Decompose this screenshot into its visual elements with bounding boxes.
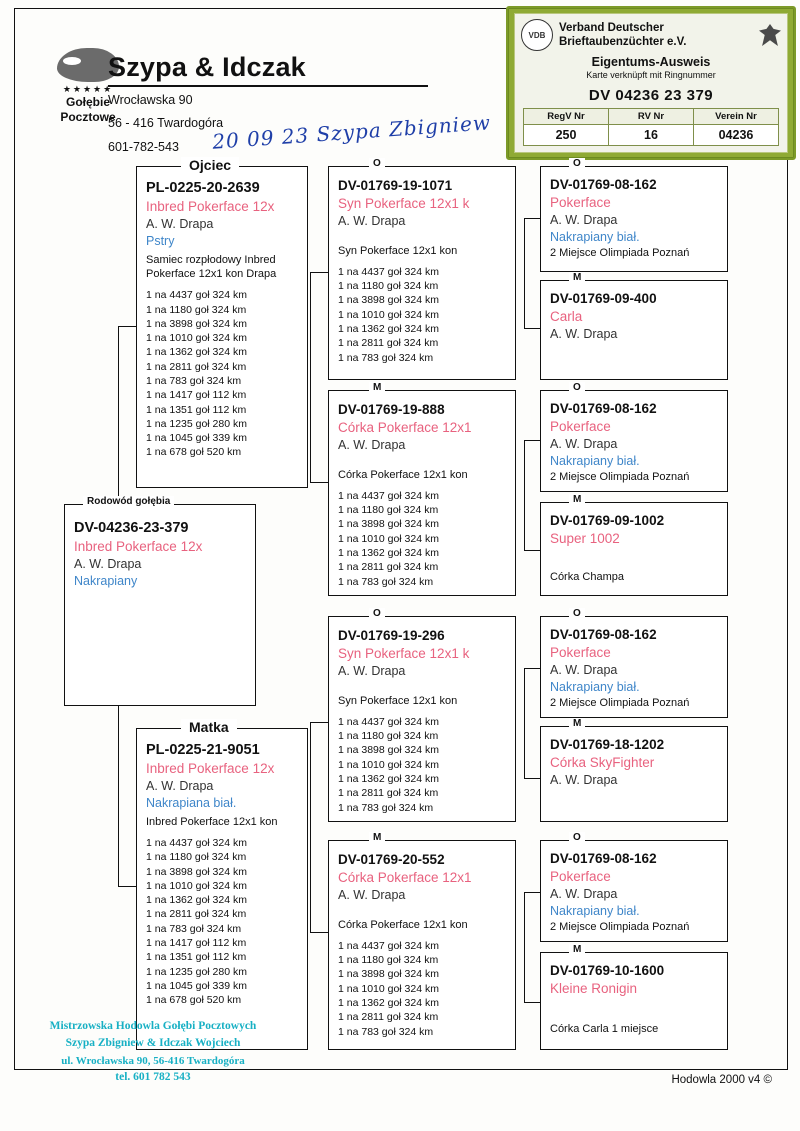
gen2-tag: M — [369, 382, 385, 393]
result-item: 1 na 1180 goł 324 km — [338, 280, 439, 293]
card-header-rv: RV Nr — [609, 108, 694, 124]
result-item: 1 na 1180 goł 324 km — [338, 504, 439, 517]
connector — [524, 218, 525, 328]
gen3-desc: 2 Miejsce Olimpiada Poznań — [550, 470, 690, 483]
association-name-line2: Brieftaubenzüchter e.V. — [559, 36, 687, 48]
software-credit: Hodowla 2000 v4 © — [671, 1074, 772, 1086]
stamp-line1: Mistrzowska Hodowla Gołębi Pocztowych — [49, 1020, 257, 1032]
subject-card[interactable] — [64, 496, 256, 706]
result-item: 1 na 783 goł 324 km — [338, 351, 434, 364]
result-item: 1 na 3898 goł 324 km — [338, 744, 439, 757]
association-seal-icon: VDB — [521, 19, 553, 51]
gen3-ring: DV-01769-09-400 — [550, 291, 657, 306]
great-grandparent-card[interactable] — [540, 944, 728, 1050]
result-item: 1 na 783 goł 324 km — [146, 922, 242, 935]
grandparent-card-paternal-father[interactable] — [328, 158, 516, 380]
result-item: 1 na 1180 goł 324 km — [146, 851, 247, 864]
grandparent-card-paternal-mother[interactable] — [328, 382, 516, 596]
result-item: 1 na 1180 goł 324 km — [338, 954, 439, 967]
father-label: Ojciec — [181, 157, 239, 173]
gen2-name: Córka Pokerface 12x1 — [338, 869, 472, 885]
subject-label: Rodowód gołębia — [83, 496, 174, 507]
gen3-owner: A. W. Drapa — [550, 212, 618, 227]
father-desc-line1: Samiec rozpłodowy Inbred — [146, 253, 276, 266]
gen3-owner: A. W. Drapa — [550, 772, 618, 787]
stars-icon: ★★★★★ — [62, 84, 114, 94]
gen2-tag: O — [369, 608, 385, 619]
result-item: 1 na 4437 goł 324 km — [338, 715, 439, 728]
gen2-owner: A. W. Drapa — [338, 887, 406, 902]
gen3-owner: A. W. Drapa — [550, 662, 618, 677]
father-color: Pstry — [146, 233, 175, 248]
association-name-line1: Verband Deutscher — [559, 21, 664, 34]
result-item: 1 na 1235 goł 280 km — [146, 417, 247, 430]
gen3-name: Pokerface — [550, 418, 611, 434]
connector — [524, 668, 525, 778]
connector — [310, 482, 328, 483]
father-ring: PL-0225-20-2639 — [146, 180, 260, 196]
result-item: 1 na 783 goł 324 km — [338, 1025, 434, 1038]
result-item: 1 na 3898 goł 324 km — [338, 518, 439, 531]
gen3-tag: M — [569, 494, 585, 505]
result-item: 1 na 1045 goł 339 km — [146, 979, 247, 992]
stamp-line2: Szypa Zbigniew & Idczak Wojciech — [65, 1037, 241, 1050]
gen2-results — [338, 265, 506, 365]
subject-color: Nakrapiany — [74, 573, 138, 588]
result-item: 1 na 1010 goł 324 km — [338, 532, 439, 545]
connector — [524, 550, 540, 551]
gen3-name: Córka SkyFighter — [550, 754, 655, 770]
gen3-name: Pokerface — [550, 194, 611, 210]
result-item: 1 na 2811 goł 324 km — [338, 1011, 439, 1024]
result-item: 1 na 1235 goł 280 km — [146, 965, 247, 978]
result-item: 1 na 2811 goł 324 km — [146, 908, 247, 921]
breeder-address-line1: Wrocławska 90 — [108, 93, 193, 107]
result-item: 1 na 1180 goł 324 km — [338, 730, 439, 743]
gen3-name: Super 1002 — [550, 530, 620, 546]
result-item: 1 na 1180 goł 324 km — [146, 303, 247, 316]
result-item: 1 na 678 goł 520 km — [146, 446, 242, 459]
gen3-color: Nakrapiany biał. — [550, 903, 640, 918]
connector — [524, 892, 540, 893]
result-item: 1 na 1351 goł 112 km — [146, 951, 247, 964]
association-name — [559, 21, 755, 50]
result-item: 1 na 1351 goł 112 km — [146, 403, 247, 416]
great-grandparent-card[interactable] — [540, 832, 728, 942]
card-value-rv: 16 — [609, 124, 694, 146]
gen2-name: Syn Pokerface 12x1 k — [338, 195, 470, 211]
father-owner: A. W. Drapa — [146, 217, 214, 232]
connector — [310, 722, 328, 723]
result-item: 1 na 1010 goł 324 km — [146, 332, 247, 345]
connector — [524, 218, 540, 219]
result-item: 1 na 2811 goł 324 km — [146, 360, 247, 373]
gen2-owner: A. W. Drapa — [338, 213, 406, 228]
gen3-tag: M — [569, 944, 585, 955]
gen3-tag: O — [569, 832, 585, 843]
gen3-color: Nakrapiany biał. — [550, 453, 640, 468]
gen3-ring: DV-01769-08-162 — [550, 177, 657, 192]
result-item: 1 na 4437 goł 324 km — [146, 289, 247, 302]
great-grandparent-card[interactable] — [540, 494, 728, 596]
gen3-ring: DV-01769-18-1202 — [550, 737, 665, 752]
result-item: 1 na 783 goł 324 km — [338, 801, 434, 814]
mother-results — [146, 836, 298, 1007]
gen3-name: Pokerface — [550, 868, 611, 884]
connector — [310, 272, 311, 482]
gen2-owner: A. W. Drapa — [338, 663, 406, 678]
result-item: 1 na 2811 goł 324 km — [338, 337, 439, 350]
connector — [524, 778, 540, 779]
result-item: 1 na 4437 goł 324 km — [338, 265, 439, 278]
gen2-results — [338, 489, 506, 589]
gen3-desc: 2 Miejsce Olimpiada Poznań — [550, 696, 690, 709]
father-card[interactable] — [136, 157, 308, 488]
gen3-ring: DV-01769-08-162 — [550, 627, 657, 642]
mother-color: Nakrapiana biał. — [146, 795, 237, 810]
gen3-color: Nakrapiany biał. — [550, 679, 640, 694]
gen3-name: Kleine Ronigin — [550, 980, 638, 996]
result-item: 1 na 3898 goł 324 km — [338, 294, 439, 307]
great-grandparent-card[interactable] — [540, 608, 728, 718]
gen3-owner: A. W. Drapa — [550, 326, 618, 341]
result-item: 1 na 1362 goł 324 km — [338, 773, 439, 785]
card-title: Eigentums-Ausweis — [591, 55, 711, 69]
gen2-tag: O — [369, 158, 385, 169]
grandparent-card-maternal-mother[interactable] — [328, 832, 516, 1050]
gen3-owner: A. W. Drapa — [550, 436, 618, 451]
mother-desc-line1: Inbred Pokerface 12x1 kon — [146, 815, 278, 828]
stamp-line3: ul. Wrocławska 90, 56-416 Twardogóra — [61, 1054, 245, 1067]
handwritten-note: 20 09 23 Szypa Zbigniew — [211, 110, 492, 154]
result-item: 1 na 3898 goł 324 km — [146, 317, 247, 330]
gen3-desc: 2 Miejsce Olimpiada Poznań — [550, 920, 690, 933]
mother-name: Inbred Pokerface 12x — [146, 760, 275, 776]
breeder-address-line2: 56 - 416 Twardogóra — [108, 116, 224, 131]
result-item: 1 na 1362 goł 324 km — [146, 894, 247, 907]
gen3-tag: O — [569, 158, 585, 169]
connector — [524, 1002, 540, 1003]
gen2-ring: DV-01769-20-552 — [338, 852, 445, 867]
father-name: Inbred Pokerface 12x — [146, 198, 275, 214]
card-header-regv: RegV Nr — [523, 108, 609, 124]
gen3-desc: Córka Champa — [550, 570, 624, 583]
gen3-desc: 2 Miejsce Olimpiada Poznań — [550, 246, 690, 259]
card-subtitle: Karte verknüpft mit Ringnummer — [586, 70, 716, 80]
header-divider — [108, 85, 428, 87]
mother-owner: A. W. Drapa — [146, 779, 214, 794]
breeder-phone: 601-782-543 — [108, 139, 179, 154]
gen3-color: Nakrapiany biał. — [550, 229, 640, 244]
result-item: 1 na 4437 goł 324 km — [338, 939, 439, 952]
connector — [524, 892, 525, 1002]
father-results — [146, 288, 298, 459]
gen3-tag: O — [569, 382, 585, 393]
great-grandparent-card[interactable] — [540, 158, 728, 272]
connector — [310, 272, 328, 273]
stamp-line4: tel. 601 782 543 — [115, 1071, 191, 1083]
subject-owner: A. W. Drapa — [74, 557, 142, 572]
gen3-ring: DV-01769-08-162 — [550, 851, 657, 866]
gen2-name: Syn Pokerface 12x1 k — [338, 645, 470, 661]
gen2-name: Córka Pokerface 12x1 — [338, 419, 472, 435]
gen3-ring: DV-01769-09-1002 — [550, 513, 665, 528]
gen3-name: Pokerface — [550, 644, 611, 660]
gen2-desc: Syn Pokerface 12x1 kon — [338, 694, 458, 707]
result-item: 1 na 4437 goł 324 km — [338, 489, 439, 502]
great-grandparent-card[interactable] — [540, 272, 728, 380]
breeder-stamp — [28, 1018, 278, 1086]
eagle-crest-icon — [759, 24, 781, 46]
card-value-verein: 04236 — [694, 124, 779, 146]
breeder-name: Szypa & Idczak — [108, 52, 306, 82]
result-item: 1 na 783 goł 324 km — [338, 575, 434, 588]
result-item: 1 na 1362 goł 324 km — [146, 346, 247, 359]
gen3-desc: Córka Carla 1 miejsce — [550, 1022, 659, 1035]
result-item: 1 na 1362 goł 324 km — [338, 547, 439, 559]
result-item: 1 na 678 goł 520 km — [146, 994, 242, 1007]
mother-card[interactable] — [136, 719, 308, 1050]
card-header-verein: Verein Nr — [694, 108, 779, 124]
result-item: 1 na 3898 goł 324 km — [338, 968, 439, 981]
result-item: 1 na 1417 goł 112 km — [146, 936, 247, 949]
connector — [524, 440, 525, 550]
connector — [524, 668, 540, 669]
result-item: 1 na 1010 goł 324 km — [146, 879, 247, 892]
gen3-name: Carla — [550, 308, 583, 324]
grandparent-card-maternal-father[interactable] — [328, 608, 516, 822]
connector — [310, 722, 311, 932]
gen2-desc: Córka Pokerface 12x1 kon — [338, 918, 468, 931]
result-item: 1 na 1010 goł 324 km — [338, 758, 439, 771]
result-item: 1 na 1045 goł 339 km — [146, 432, 247, 445]
gen2-ring: DV-01769-19-296 — [338, 628, 445, 643]
gen2-results — [338, 939, 506, 1039]
result-item: 1 na 1010 goł 324 km — [338, 308, 439, 321]
result-item: 1 na 1362 goł 324 km — [338, 997, 439, 1009]
connector — [310, 932, 328, 933]
card-value-regv: 250 — [523, 124, 609, 146]
gen2-results — [338, 715, 506, 815]
card-ring-number: DV 04236 23 379 — [588, 87, 714, 104]
result-item: 1 na 2811 goł 324 km — [338, 561, 439, 574]
gen2-ring: DV-01769-19-888 — [338, 402, 445, 417]
connector — [118, 886, 136, 887]
gen3-ring: DV-01769-08-162 — [550, 401, 657, 416]
ownership-card — [506, 6, 796, 160]
connector — [524, 440, 540, 441]
subject-ring: DV-04236-23-379 — [74, 520, 189, 536]
gen3-tag: O — [569, 608, 585, 619]
gen3-ring: DV-01769-10-1600 — [550, 963, 665, 978]
result-item: 1 na 2811 goł 324 km — [338, 787, 439, 800]
connector — [524, 328, 540, 329]
gen2-desc: Syn Pokerface 12x1 kon — [338, 244, 458, 257]
gen2-tag: M — [369, 832, 385, 843]
logo-text-line2: Pocztowe — [60, 109, 116, 124]
great-grandparent-card[interactable] — [540, 382, 728, 492]
result-item: 1 na 4437 goł 324 km — [146, 837, 247, 850]
gen2-desc: Córka Pokerface 12x1 kon — [338, 468, 468, 481]
result-item: 1 na 1362 goł 324 km — [338, 323, 439, 335]
result-item: 1 na 1417 goł 112 km — [146, 389, 247, 402]
gen3-owner: A. W. Drapa — [550, 886, 618, 901]
mother-label: Matka — [181, 719, 237, 735]
mother-ring: PL-0225-21-9051 — [146, 742, 260, 758]
result-item: 1 na 3898 goł 324 km — [146, 865, 247, 878]
subject-name: Inbred Pokerface 12x — [74, 538, 203, 554]
great-grandparent-card[interactable] — [540, 718, 728, 822]
gen3-tag: M — [569, 718, 585, 729]
father-desc-line2: Pokerface 12x1 kon Drapa — [146, 268, 277, 281]
logo-text-line1: Gołębie — [65, 95, 110, 109]
gen3-tag: M — [569, 272, 585, 283]
result-item: 1 na 1010 goł 324 km — [338, 982, 439, 995]
result-item: 1 na 783 goł 324 km — [146, 375, 242, 387]
gen2-owner: A. W. Drapa — [338, 437, 406, 452]
gen2-ring: DV-01769-19-1071 — [338, 178, 453, 193]
connector — [118, 326, 136, 327]
card-registration-table — [523, 108, 779, 146]
